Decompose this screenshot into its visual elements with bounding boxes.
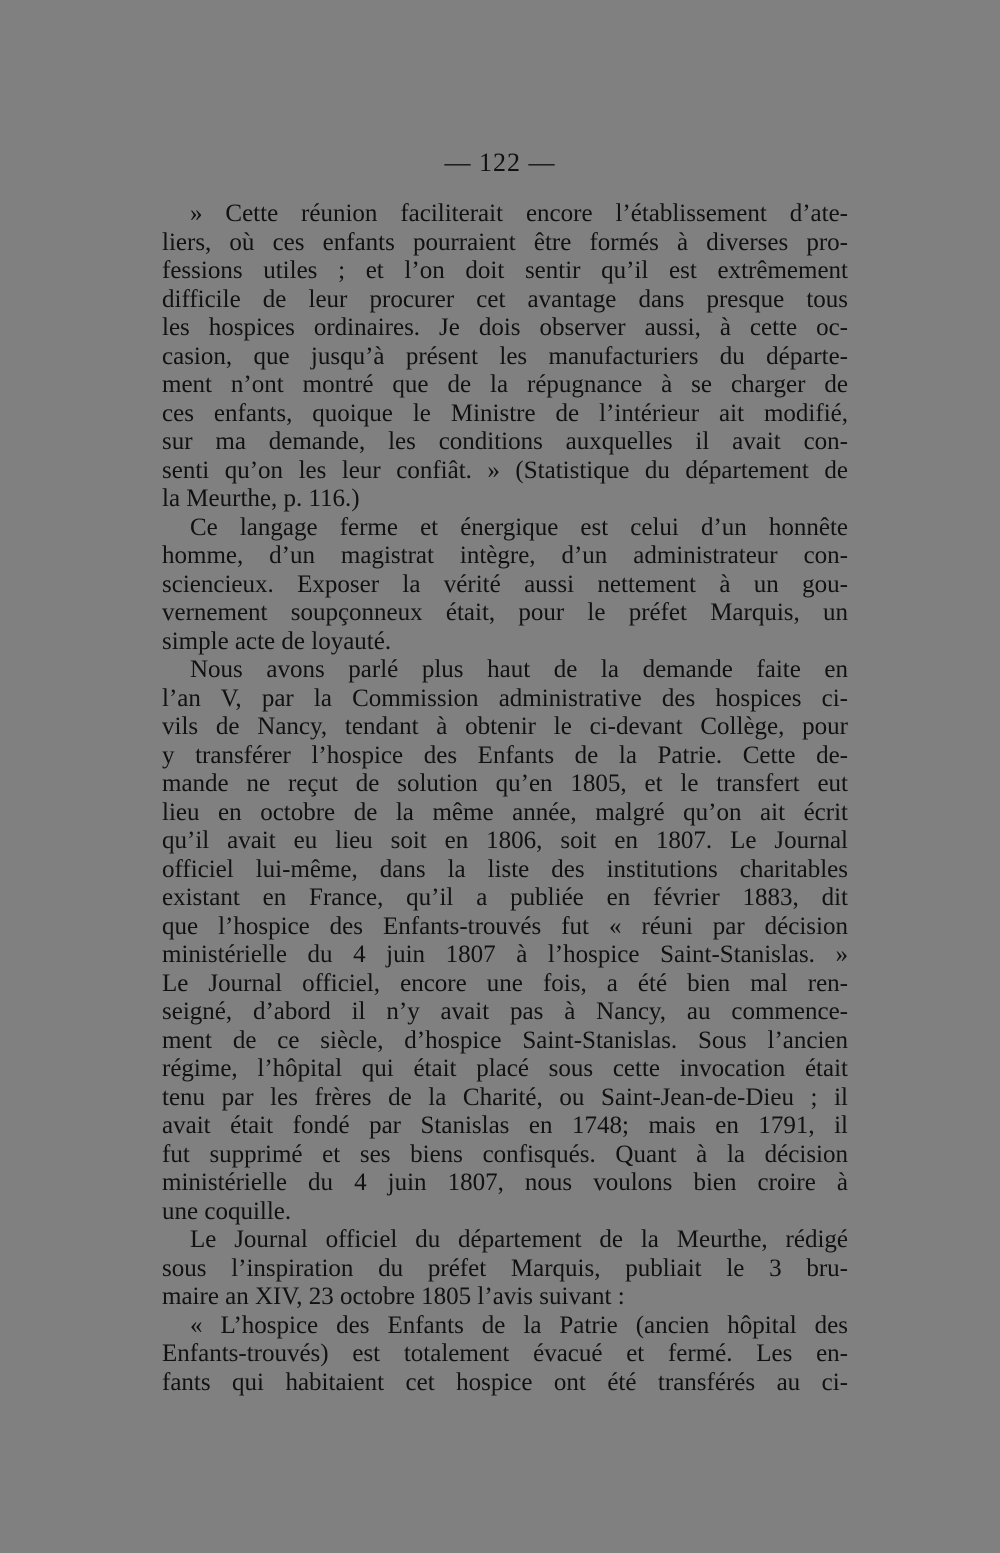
text-line: ministérielle du 4 juin 1807, nous voulons bien croire à [162,1169,848,1196]
text-line: liers, où ces enfants pourraient être formés à diverses pro- [162,228,848,256]
text-line: Nous avons parlé plus haut de la demande faite en [190,656,848,683]
text-line: fut supprimé et ses biens confisqués. Quant à la décision [162,1140,848,1168]
text-line: fessions utiles ; et l’on doit sentir qu’il est extrêmement [162,257,848,284]
text-line: vils de Nancy, tendant à obtenir le ci-devant Collège, pour [162,713,848,740]
text-line: sous l’inspiration du préfet Marquis, publiait le 3 bru- [162,1254,848,1282]
text-line: senti qu’on les leur confiât. » (Statistique du département de [162,456,848,484]
text-line: Le Journal officiel, encore une fois, a été bien mal ren- [162,969,848,997]
text-line: une coquille. [162,1197,292,1225]
text-line: qu’il avait eu lieu soit en 1806, soit en 1807. Le Journal [162,827,848,854]
text-line: y transférer l’hospice des Enfants de la Patrie. Cette de- [162,741,848,769]
text-line: tenu par les frères de la Charité, ou Saint-Jean-de-Dieu ; il [162,1083,848,1111]
text-line: difficile de leur procurer cet avantage dans presque tous [162,285,848,313]
text-line: sur ma demande, les conditions auxquelles il avait con- [162,428,848,455]
text-line: l’an V, par la Commission administrative des hospices ci- [162,684,848,712]
text-line: » Cette réunion faciliterait encore l’établissement d’ate- [190,200,848,227]
text-line: vernement soupçonneux était, pour le préfet Marquis, un [162,599,848,626]
text-line: sciencieux. Exposer la vérité aussi nettement à un gou- [162,570,848,598]
text-line: avait était fondé par Stanislas en 1748; mais en 1791, il [162,1112,848,1139]
text-line: les hospices ordinaires. Je dois observer aussi, à cette oc- [162,314,848,341]
text-line: homme, d’un magistrat intègre, d’un administrateur con- [162,542,848,569]
text-line: ment de ce siècle, d’hospice Saint-Stanislas. Sous l’ancien [162,1026,848,1054]
page-number: — 122 — [444,148,556,177]
text-line: régime, l’hôpital qui était placé sous cette invocation était [162,1055,848,1082]
text-line: seigné, d’abord il n’y avait pas à Nancy, au commence- [162,998,848,1025]
text-line: lieu en octobre de la même année, malgré qu’on ait écrit [162,798,848,826]
text-line: que l’hospice des Enfants-trouvés fut « réuni par décision [162,912,848,940]
text-line: officiel lui-même, dans la liste des institutions charitables [162,855,848,883]
text-line: ces enfants, quoique le Ministre de l’intérieur ait modifié, [162,399,848,427]
body-text [162,200,848,1397]
text-line: la Meurthe, p. 116.) [162,485,360,512]
text-line: « L’hospice des Enfants de la Patrie (ancien hôpital des [190,1311,848,1339]
text-line: maire an XIV, 23 octobre 1805 l’avis suivant : [162,1283,625,1310]
text-line: mande ne reçut de solution qu’en 1805, et le transfert eut [162,770,848,797]
text-line: casion, que jusqu’à présent les manufacturiers du départe- [162,342,848,370]
text-line: ministérielle du 4 juin 1807 à l’hospice Saint-Stanislas. » [162,941,848,968]
text-line: simple acte de loyauté. [162,627,392,655]
text-line: Ce langage ferme et énergique est celui d’un honnête [190,513,848,541]
text-line: fants qui habitaient cet hospice ont été transférés au ci- [162,1368,848,1396]
text-line: Enfants-trouvés) est totalement évacué et fermé. Les en- [162,1340,848,1367]
text-line: ment n’ont montré que de la répugnance à se charger de [162,371,848,398]
text-line: existant en France, qu’il a publiée en février 1883, dit [162,884,848,911]
text-line: Le Journal officiel du département de la Meurthe, rédigé [190,1226,848,1253]
